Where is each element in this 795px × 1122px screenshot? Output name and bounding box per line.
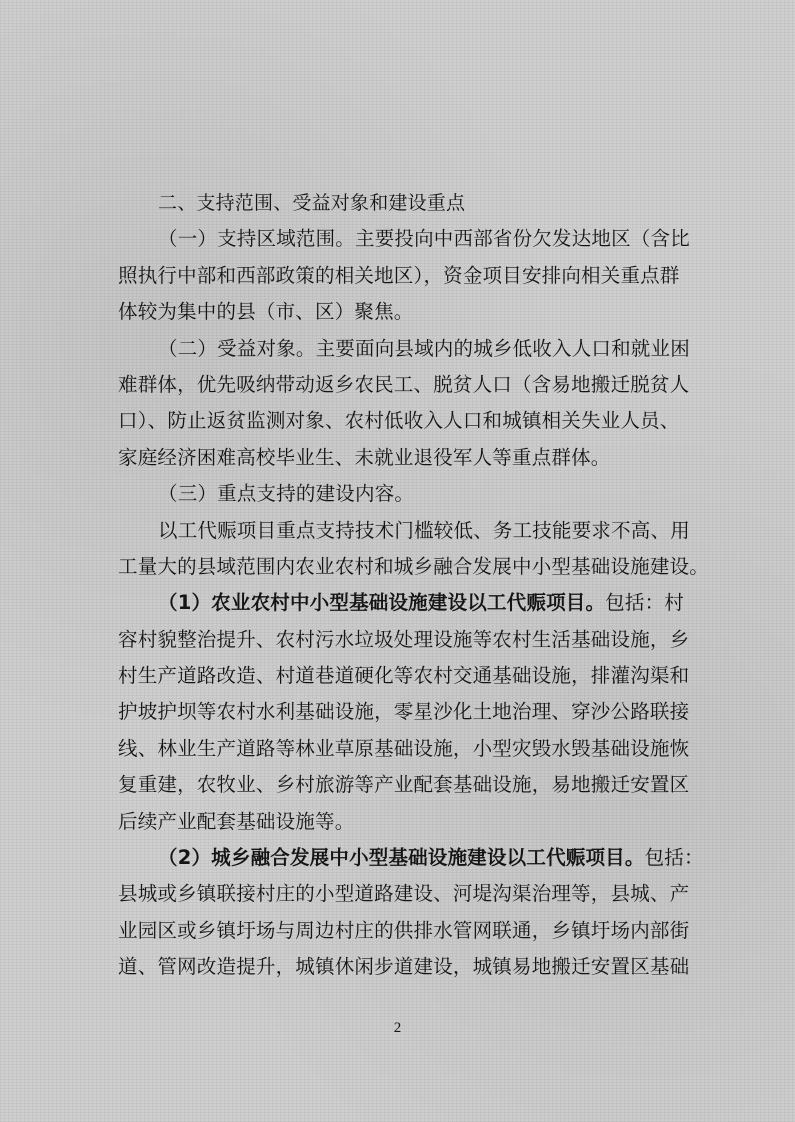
paragraph-line: 容村貌整治提升、农村污水垃圾处理设施等农村生活基础设施，乡: [118, 627, 690, 651]
section-heading: 二、支持范围、受益对象和建设重点: [158, 192, 466, 214]
paragraph-line: 以工代赈项目重点支持技术门槛较低、务工技能要求不高、用: [158, 518, 690, 542]
paragraph-line: 复重建，农牧业、乡村旅游等产业配套基础设施，易地搬迁安置区: [118, 773, 690, 797]
subsection-title: （三）重点支持的建设内容。: [158, 482, 415, 506]
paragraph-line: 道、管网改造提升，城镇休闲步道建设，城镇易地搬迁安置区基础: [118, 955, 690, 979]
item-title-rest: 包括：村: [605, 591, 684, 615]
paragraph-line: （二）受益对象。主要面向县域内的城乡低收入人口和就业困: [158, 336, 690, 360]
paragraph-line: 难群体，优先吸纳带动返乡农民工、脱贫人口（含易地搬迁脱贫人: [118, 372, 690, 396]
paragraph-line: 业园区或乡镇圩场与周边村庄的供排水管网联通，乡镇圩场内部街: [118, 918, 690, 942]
item-title-line: [118, 840, 704, 876]
paragraph-line: 家庭经济困难高校毕业生、未就业退役军人等重点群体。: [118, 445, 611, 469]
paragraph-line: 后续产业配套基础设施等。: [118, 809, 355, 833]
paragraph-line: 照执行中部和西部政策的相关地区），资金项目安排向相关重点群: [118, 263, 680, 287]
item-title: （2）城乡融合发展中小型基础设施建设以工代赈项目。: [158, 846, 645, 870]
paragraph-line: 体较为集中的县（市、区）聚焦。: [118, 300, 414, 324]
item-title: （1）农业农村中小型基础设施建设以工代赈项目。: [158, 591, 606, 615]
paragraph-line: （一）支持区域范围。主要投向中西部省份欠发达地区（含比: [158, 227, 690, 251]
paragraph-line: 线、林业生产道路等林业草原基础设施，小型灾毁水毁基础设施恢: [118, 736, 690, 760]
paragraph-line: 口）、防止返贫监测对象、农村低收入人口和城镇相关失业人员、: [118, 409, 680, 433]
paragraph-line: 护坡护坝等农村水利基础设施，零星沙化土地治理、穿沙公路联接: [118, 700, 690, 724]
paragraph-line: 县城或乡镇联接村庄的小型道路建设、河堤沟渠治理等，县城、产: [118, 882, 690, 906]
paragraph-line: 工量大的县域范围内农业农村和城乡融合发展中小型基础设施建设。: [118, 554, 710, 578]
paragraph-line: 村生产道路改造、村道巷道硬化等农村交通基础设施，排灌沟渠和: [118, 664, 690, 688]
item-title-line: [118, 585, 684, 621]
document-body: [118, 185, 710, 986]
item-title-rest: 包括：: [644, 846, 704, 870]
page-number: 2: [393, 1020, 402, 1036]
